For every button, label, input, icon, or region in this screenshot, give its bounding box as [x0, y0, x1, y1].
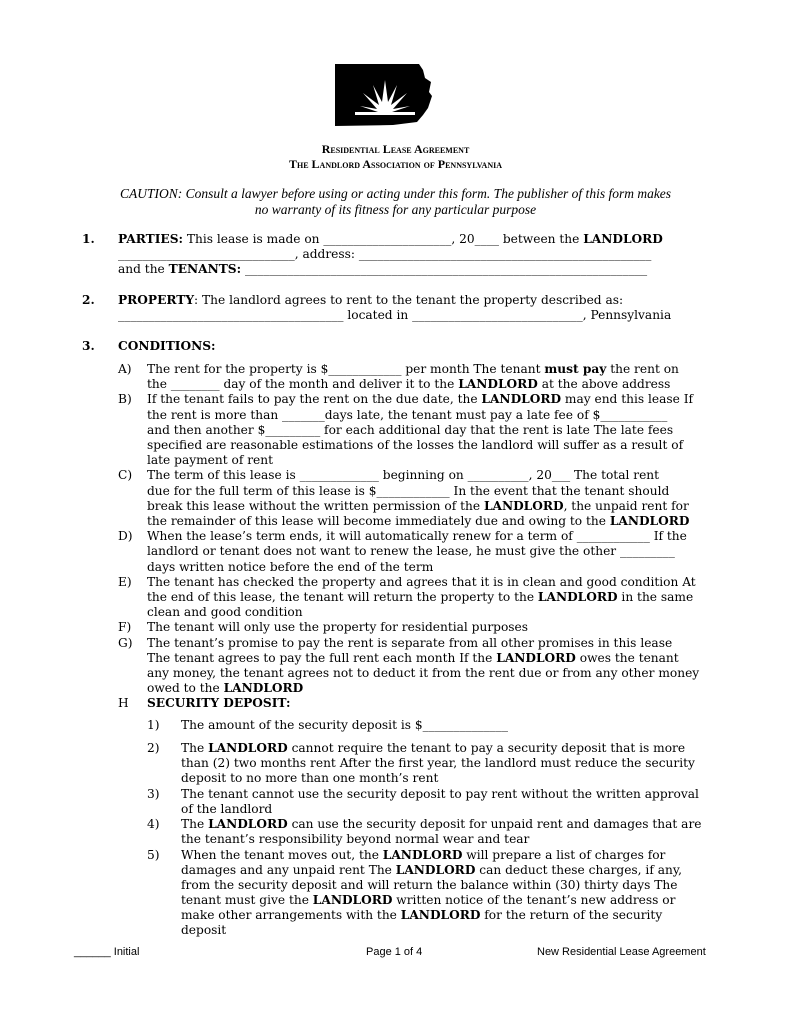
condition-label: D): [118, 529, 133, 544]
condition-line: SECURITY DEPOSIT:: [147, 696, 291, 711]
condition-line: specified are reasonable estimations of the losses the landlord will suffer as a result of: [147, 438, 684, 452]
condition-line: landlord or tenant does not want to renew the lease, he must give the other _________: [147, 544, 675, 559]
property-line: PROPERTY: The landlord agrees to rent to the tenant the property described as:: [118, 293, 624, 307]
deposit-line: from the security deposit and will return the balance within (30) thirty days The: [181, 878, 678, 892]
condition-line: If the tenant fails to pay the rent on the due date, the LANDLORD may end this lease If: [147, 392, 694, 407]
condition-line: days written notice before the end of the term: [147, 559, 434, 574]
condition-label: F): [118, 620, 132, 635]
condition-label: G): [118, 635, 133, 650]
parties-address-line: _____________________________, address: ________________________________________________: [118, 247, 652, 261]
deposit-line: deposit: [181, 923, 227, 937]
conditions-heading: CONDITIONS:: [118, 339, 216, 353]
pennsylvania-logo: [333, 62, 433, 128]
property-location-line: _____________________________________ located in ____________________________, Pennsylvania: [118, 308, 672, 322]
condition-line: the end of this lease, the tenant will return the property to the LANDLORD in the same: [147, 590, 694, 604]
deposit-line: the tenant’s responsibility beyond normal wear and tear: [181, 832, 530, 846]
deposit-line: The amount of the security deposit is $______________: [181, 718, 508, 732]
condition-line: The term of this lease is _____________ beginning on __________, 20___ The total rent: [147, 468, 660, 483]
caution-line-2: no warranty of its fitness for any particular purpose: [254, 202, 537, 217]
condition-label: C): [118, 468, 133, 483]
section-number: 3.: [82, 339, 95, 353]
deposit-label: 4): [147, 817, 160, 831]
condition-line: the rent is more than _______days late, the tenant must pay a late fee of $___________: [147, 407, 668, 422]
deposit-line: The LANDLORD can use the security deposit for unpaid rent and damages that are: [181, 817, 702, 831]
initial-field: ______ Initial: [74, 946, 140, 958]
page-number: Page 1 of 4: [366, 946, 423, 958]
association-title: The Landlord Association of Pennsylvania: [288, 157, 502, 171]
caution-line-1: CAUTION: Consult a lawyer before using or acting under this form. The publisher of this form makes: [119, 186, 672, 201]
deposit-line: When the tenant moves out, the LANDLORD will prepare a list of charges for: [181, 848, 666, 862]
condition-line: The tenant will only use the property for residential purposes: [147, 620, 529, 635]
condition-label: H: [118, 696, 129, 711]
condition-label: B): [118, 392, 132, 407]
condition-line: clean and good condition: [147, 605, 303, 620]
condition-line: When the lease’s term ends, it will automatically renew for a term of ____________ If the: [147, 529, 687, 544]
condition-label: E): [118, 574, 132, 589]
condition-line: break this lease without the written permission of the LANDLORD, the unpaid rent for: [147, 498, 689, 513]
document-title: Residential Lease Agreement: [321, 142, 470, 156]
condition-line: The tenant has checked the property and agrees that it is in clean and good condition At: [147, 574, 696, 589]
deposit-line: make other arrangements with the LANDLORD for the return of the security: [181, 908, 663, 922]
deposit-line: The tenant cannot use the security deposit to pay rent without the written approval: [181, 787, 699, 801]
condition-line: The tenant’s promise to pay the rent is separate from all other promises in this lease: [147, 635, 673, 650]
condition-line: the ________ day of the month and deliver it to the LANDLORD at the above address: [147, 377, 671, 392]
document-name: New Residential Lease Agreement: [537, 946, 706, 958]
deposit-label: 2): [147, 741, 160, 755]
condition-line: due for the full term of this lease is $____________ In the event that the tenant should: [147, 483, 670, 498]
parties-line: PARTIES: This lease is made on _____________________, 20____ between the LANDLORD: [118, 232, 663, 246]
condition-line: The rent for the property is $____________ per month The tenant must pay the rent on: [147, 362, 679, 376]
condition-line: owed to the LANDLORD: [147, 681, 304, 696]
deposit-label: 1): [147, 718, 160, 732]
deposit-line: of the landlord: [181, 802, 273, 816]
condition-line: the remainder of this lease will become immediately due and owing to the LANDLORD: [147, 514, 690, 528]
deposit-line: The LANDLORD cannot require the tenant to pay a security deposit that is more: [181, 741, 686, 755]
tenants-line: and the TENANTS: __________________________________________________________________: [118, 262, 648, 276]
section-number: 1.: [82, 232, 95, 246]
condition-line: The tenant agrees to pay the full rent each month If the LANDLORD owes the tenant: [147, 650, 679, 665]
deposit-line: damages and any unpaid rent The LANDLORD can deduct these charges, if any,: [181, 863, 682, 877]
condition-label: A): [118, 362, 132, 376]
condition-line: and then another $_________ for each additional day that the rent is late The late fees: [147, 422, 674, 437]
deposit-label: 5): [147, 848, 160, 862]
condition-line: late payment of rent: [147, 453, 273, 468]
deposit-line: deposit to no more than one month’s rent: [181, 771, 439, 785]
deposit-line: tenant must give the LANDLORD written notice of the tenant’s new address or: [181, 893, 676, 907]
section-number: 2.: [82, 293, 95, 307]
condition-line: any money, the tenant agrees not to deduct it from the rent due or from any other money: [147, 666, 700, 680]
deposit-label: 3): [147, 787, 160, 801]
deposit-line: than (2) two months rent After the first year, the landlord must reduce the security: [181, 756, 695, 770]
